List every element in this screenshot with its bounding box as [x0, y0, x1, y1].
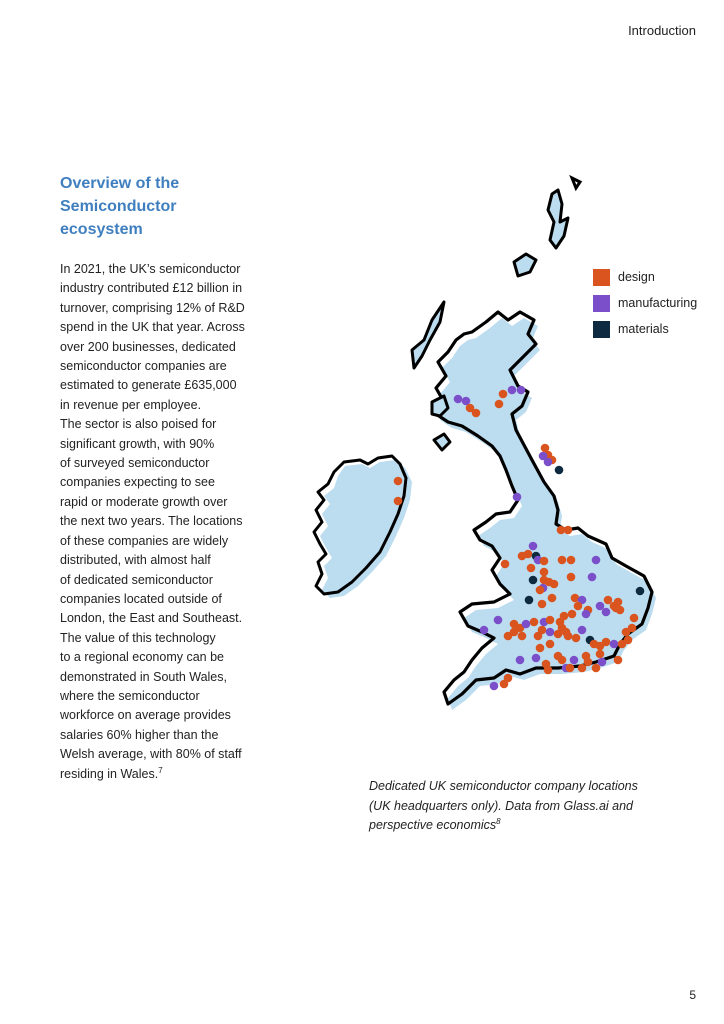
- body-line: the next two years. The locations: [60, 514, 243, 529]
- section-header: Introduction: [628, 23, 696, 38]
- body-line: turnover, comprising 12% of R&D: [60, 300, 245, 315]
- body-line: companies located outside of: [60, 591, 222, 606]
- company-marker: [636, 587, 645, 596]
- body-line: salaries 60% higher than the: [60, 727, 219, 742]
- company-marker: [568, 610, 577, 619]
- company-marker: [501, 560, 510, 569]
- body-line: in revenue per employee.: [60, 397, 202, 412]
- caption-line: perspective economics: [369, 818, 497, 832]
- body-line: spend in the UK that year. Across: [60, 320, 245, 335]
- body-line: In 2021, the UK’s semiconductor: [60, 262, 241, 276]
- title-line: ecosystem: [60, 221, 143, 238]
- company-marker: [544, 458, 553, 467]
- company-marker: [554, 630, 563, 639]
- company-marker: [610, 640, 619, 649]
- company-marker: [546, 616, 555, 625]
- company-marker: [536, 586, 545, 595]
- company-marker: [522, 620, 531, 629]
- company-marker: [538, 600, 547, 609]
- company-marker: [592, 556, 601, 565]
- fair-isle-outline: [572, 178, 580, 188]
- company-marker: [578, 626, 587, 635]
- body-line: distributed, with almost half: [60, 553, 211, 568]
- footnote-marker: 7: [158, 765, 163, 775]
- company-marker: [532, 654, 541, 663]
- legend-item-materials: [593, 320, 697, 338]
- legend-label: design: [618, 270, 655, 284]
- company-marker: [517, 386, 526, 395]
- legend-item-manufacturing: [593, 294, 697, 312]
- company-marker: [529, 542, 538, 551]
- legend-item-design: [593, 268, 697, 286]
- legend-swatch-manufacturing: [593, 295, 610, 312]
- body-line: of these companies are widely: [60, 533, 229, 548]
- map-legend: [593, 268, 697, 346]
- company-marker: [558, 556, 567, 565]
- body-line: The sector is also poised for: [60, 417, 217, 432]
- company-marker: [480, 626, 489, 635]
- company-marker: [394, 477, 403, 486]
- body-line: The value of this technology: [60, 630, 216, 645]
- company-marker: [500, 680, 509, 689]
- company-marker: [564, 632, 573, 641]
- body-line: workforce on average provides: [60, 708, 231, 723]
- map-caption: [369, 777, 669, 836]
- body-line: residing in Wales.: [60, 766, 159, 781]
- footnote-marker: 8: [496, 816, 501, 826]
- company-marker: [495, 400, 504, 409]
- body-line: where the semiconductor: [60, 688, 200, 703]
- title-line: Overview of the: [60, 175, 180, 192]
- body-line: of surveyed semiconductor: [60, 456, 210, 471]
- body-line: estimated to generate £635,000: [60, 378, 237, 393]
- body-line: of dedicated semiconductor: [60, 572, 213, 587]
- shetland-outline: [548, 190, 568, 248]
- company-marker: [530, 618, 539, 627]
- body-line: over 200 businesses, dedicated: [60, 339, 236, 354]
- company-marker: [602, 638, 611, 647]
- page-number: 5: [689, 988, 696, 1002]
- caption-line: (UK headquarters only). Data from Glass.ai and: [369, 798, 634, 813]
- company-marker: [546, 640, 555, 649]
- company-marker: [544, 666, 553, 675]
- caption-line: Dedicated UK semiconductor company locations: [369, 779, 638, 793]
- company-marker: [518, 632, 527, 641]
- body-line: Welsh average, with 80% of staff: [60, 747, 242, 762]
- company-marker: [499, 390, 508, 399]
- body-line: demonstrated in South Wales,: [60, 669, 227, 684]
- hebrides-outline: [412, 302, 444, 368]
- company-marker: [582, 610, 591, 619]
- body-line: industry contributed £12 billion in: [60, 281, 243, 296]
- company-marker: [540, 557, 549, 566]
- legend-label: manufacturing: [618, 296, 698, 310]
- legend-swatch-materials: [593, 321, 610, 338]
- islay-outline: [434, 434, 450, 450]
- company-marker: [558, 656, 567, 665]
- company-marker: [454, 395, 463, 404]
- company-marker: [566, 664, 575, 673]
- body-line: London, the East and Southeast.: [60, 611, 243, 626]
- body-paragraph: [60, 260, 265, 784]
- company-marker: [624, 636, 633, 645]
- legend-label: materials: [618, 322, 669, 336]
- company-marker: [536, 644, 545, 653]
- company-marker: [567, 573, 576, 582]
- legend-swatch-design: [593, 269, 610, 286]
- company-marker: [548, 594, 557, 603]
- body-line: to a regional economy can be: [60, 650, 224, 665]
- uk-company-map: [300, 170, 720, 730]
- company-marker: [394, 497, 403, 506]
- company-marker: [540, 568, 549, 577]
- company-marker: [527, 564, 536, 573]
- company-marker: [592, 664, 601, 673]
- company-marker: [534, 632, 543, 641]
- company-marker: [504, 632, 513, 641]
- company-marker: [572, 634, 581, 643]
- company-marker: [508, 386, 517, 395]
- orkney-outline: [514, 254, 536, 276]
- company-marker: [494, 616, 503, 625]
- company-marker: [490, 682, 499, 691]
- company-marker: [574, 602, 583, 611]
- company-marker: [614, 656, 623, 665]
- company-marker: [596, 650, 605, 659]
- company-marker: [472, 409, 481, 418]
- company-marker: [567, 556, 576, 565]
- company-marker: [529, 576, 538, 585]
- company-marker: [524, 550, 533, 559]
- uk-map-svg: [300, 170, 720, 730]
- company-marker: [578, 664, 587, 673]
- company-marker: [550, 580, 559, 589]
- company-marker: [602, 608, 611, 617]
- gb-land: [440, 318, 656, 710]
- company-marker: [525, 596, 534, 605]
- company-marker: [516, 656, 525, 665]
- company-marker: [564, 526, 573, 535]
- company-marker: [588, 573, 597, 582]
- body-line: companies expecting to see: [60, 475, 215, 490]
- body-line: significant growth, with 90%: [60, 436, 215, 451]
- company-marker: [616, 606, 625, 615]
- body-line: rapid or moderate growth over: [60, 494, 228, 509]
- company-marker: [622, 628, 631, 637]
- company-marker: [570, 656, 579, 665]
- title-line: Semiconductor: [60, 198, 177, 215]
- company-marker: [546, 628, 555, 637]
- company-marker: [630, 614, 639, 623]
- section-title: [60, 172, 260, 241]
- company-marker: [555, 466, 564, 475]
- body-line: semiconductor companies are: [60, 359, 227, 374]
- company-marker: [513, 493, 522, 502]
